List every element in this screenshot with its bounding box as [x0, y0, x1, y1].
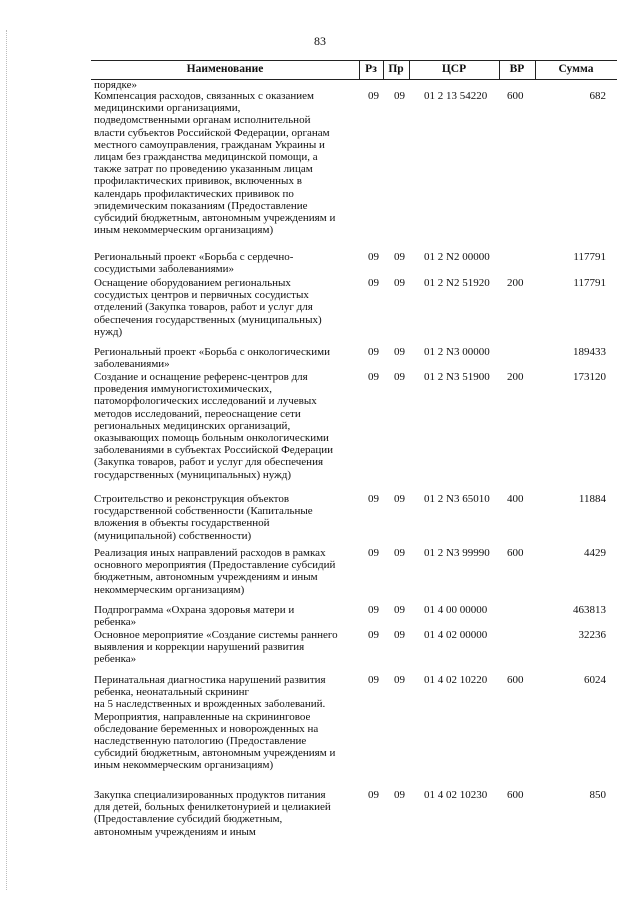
row-sum: 4429 [584, 547, 606, 559]
row-pr: 09 [394, 90, 405, 102]
row-rz: 09 [368, 789, 379, 801]
row-csr: 01 4 02 10230 [424, 789, 488, 801]
row-pr: 09 [394, 789, 405, 801]
row-name: Оснащение оборудованием региональных сосудистых центров и первичных сосудистых отделений (Закупка товаров, работ и услуг для обеспечения государственных (муниципальных) нужд) [94, 277, 322, 338]
row-vr: 600 [507, 789, 524, 801]
row-name: Подпрограмма «Охрана здоровья матери и ребенка» [94, 604, 295, 629]
row-sum: 850 [589, 789, 606, 801]
row-pr: 09 [394, 277, 405, 289]
continuation-text: порядке» [94, 79, 137, 91]
row-rz: 09 [368, 674, 379, 686]
row-rz: 09 [368, 547, 379, 559]
row-vr: 200 [507, 277, 524, 289]
row-csr: 01 4 00 00000 [424, 604, 488, 616]
row-pr: 09 [394, 251, 405, 263]
row-vr: 200 [507, 371, 524, 383]
header-rz: Рз [365, 63, 377, 75]
page-number: 83 [314, 34, 326, 48]
row-name: Региональный проект «Борьба с онкологическими заболеваниями» [94, 346, 330, 371]
row-sum: 463813 [573, 604, 606, 616]
row-pr: 09 [394, 604, 405, 616]
row-sum: 11884 [578, 493, 606, 505]
row-pr: 09 [394, 629, 405, 641]
row-pr: 09 [394, 493, 405, 505]
row-sum: 682 [589, 90, 606, 102]
row-csr: 01 2 13 54220 [424, 90, 488, 102]
row-vr: 400 [507, 493, 524, 505]
row-name: Региональный проект «Борьба с сердечно- сосудистыми заболеваниями» [94, 251, 294, 276]
row-name: Перинатальная диагностика нарушений развития ребенка, неонатальный скрининг на 5 наследственных и врожденных заболеваний. Мероприятия, направленные на скрининговое обследование беременных и новорожденных на наследственную патологию (Предоставление субсидий бюджетным, автономным учреждениям и иным некоммерческим организациям) [94, 674, 336, 772]
row-pr: 09 [394, 346, 405, 358]
row-rz: 09 [368, 493, 379, 505]
row-rz: 09 [368, 371, 379, 383]
row-csr: 01 2 N3 51900 [424, 371, 490, 383]
row-rz: 09 [368, 346, 379, 358]
row-rz: 09 [368, 90, 379, 102]
row-name: Строительство и реконструкция объектов государственной собственности (Капитальные вложения в объекты государственной (муниципальной) собственности) [94, 493, 313, 542]
row-vr: 600 [507, 547, 524, 559]
header-name: Наименование [186, 63, 264, 75]
row-rz: 09 [368, 277, 379, 289]
row-sum: 173120 [573, 371, 606, 383]
row-name: Основное мероприятие «Создание системы раннего выявления и коррекции нарушений развития ребенка» [94, 629, 338, 666]
row-name: Компенсация расходов, связанных с оказанием медицинскими организациями, подведомственными органам исполнительной власти субъектов Российской Федерации, органам местного самоуправления, гражданам Украины и лицам без гражданства медицинской помощи, а также затрат по проведению указанным лицам профилактических прививок, включенных в календарь профилактических прививок по эпидемическим показаниям (Предоставление субсидий бюджетным, автономным учреждениям и иным некоммерческим организациям) [94, 90, 336, 237]
table-header [91, 60, 617, 80]
row-sum: 32236 [578, 629, 606, 641]
row-sum: 6024 [584, 674, 606, 686]
row-sum: 189433 [573, 346, 606, 358]
row-name: Закупка специализированных продуктов питания для детей, больных фенилкетонурией и целиакией (Предоставление субсидий бюджетным, автономным учреждениям и иным [94, 789, 331, 838]
row-csr: 01 4 02 10220 [424, 674, 488, 686]
header-sum: Сумма [558, 63, 594, 75]
row-vr: 600 [507, 90, 524, 102]
row-vr: 600 [507, 674, 524, 686]
row-rz: 09 [368, 604, 379, 616]
row-csr: 01 4 02 00000 [424, 629, 488, 641]
row-pr: 09 [394, 547, 405, 559]
row-sum: 117791 [573, 277, 606, 289]
row-csr: 01 2 N2 00000 [424, 251, 490, 263]
row-name: Создание и оснащение референс-центров для проведения иммуногистохимических, патоморфологических исследований и лучевых методов исследований, переоснащение сети региональных медицинских организаций, оказывающих помощь больным онкологическими заболеваниями в субъектах Российской Федерации (Закупка товаров, работ и услуг для обеспечения государственных (муниципальных) нужд) [94, 371, 334, 481]
row-csr: 01 2 N3 00000 [424, 346, 490, 358]
row-pr: 09 [394, 371, 405, 383]
row-sum: 117791 [573, 251, 606, 263]
row-pr: 09 [394, 674, 405, 686]
header-csr: ЦСР [441, 63, 467, 75]
page-edge-rule [6, 30, 7, 890]
row-rz: 09 [368, 251, 379, 263]
row-csr: 01 2 N3 99990 [424, 547, 490, 559]
row-csr: 01 2 N3 65010 [424, 493, 490, 505]
header-pr: Пр [388, 63, 404, 75]
row-name: Реализация иных направлений расходов в рамках основного мероприятия (Предоставление субсидий бюджетным, автономным учреждениям и иным некоммерческим организациям) [94, 547, 336, 596]
row-rz: 09 [368, 629, 379, 641]
header-vr: ВР [509, 63, 525, 75]
row-csr: 01 2 N2 51920 [424, 277, 490, 289]
